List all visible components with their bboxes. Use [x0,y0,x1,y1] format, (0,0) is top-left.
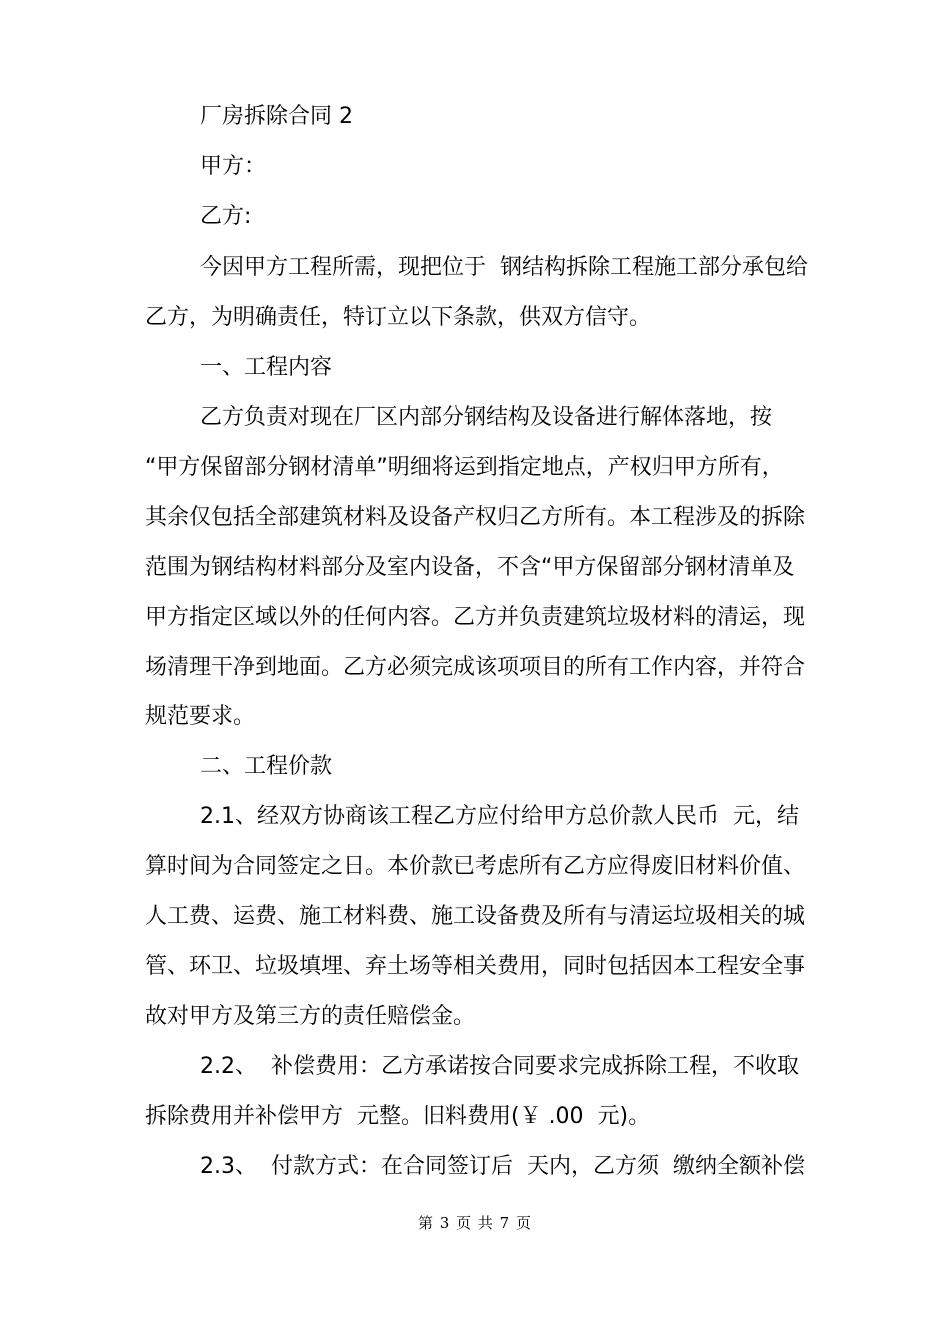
body-line: 今因甲方工程所需，现把位于 钢结构拆除工程施工部分承包给 [200,255,808,280]
body-line: 其余仅包括全部建筑材料及设备产权归乙方所有。本工程涉及的拆除 [145,505,806,530]
body-line: 管、环卫、垃圾填埋、弃土场等相关费用，同时包括因本工程安全事 [145,954,806,979]
body-line: 拆除费用并补偿甲方 元整。旧料费用(￥ .00 元)。 [145,1104,651,1129]
body-line: 2.1、经双方协商该工程乙方应付给甲方总价款人民币 元，结 [200,804,799,829]
body-line: 乙方，为明确责任，特订立以下条款，供双方信守。 [145,305,652,330]
body-line: 人工费、运费、施工材料费、施工设备费及所有与清运垃圾相关的城 [145,904,806,929]
body-line: “甲方保留部分钢材清单”明细将运到指定地点，产权归甲方所有， [145,455,784,480]
body-line: 甲方指定区域以外的任何内容。乙方并负责建筑垃圾材料的清运，现 [145,605,806,630]
section-heading: 二、工程价款 [200,754,333,779]
body-line: 范围为钢结构材料部分及室内设备，不含“甲方保留部分钢材清单及 [145,555,795,580]
body-line: 故对甲方及第三方的责任赔偿金。 [145,1004,476,1029]
body-line: 场清理干净到地面。乙方必须完成该项项目的所有工作内容，并符合 [145,655,806,680]
contract-title: 厂房拆除合同 2 [200,104,353,129]
body-line: 2.3、 付款方式：在合同签订后 天内，乙方须 缴纳全额补偿 [200,1154,805,1179]
body-line: 规范要求。 [145,704,256,729]
body-line: 算时间为合同签定之日。本价款已考虑所有乙方应得废旧材料价值、 [145,854,806,879]
body-line: 乙方负责对现在厂区内部分钢结构及设备进行解体落地，按 [200,405,773,430]
section-heading: 一、工程内容 [200,355,333,380]
page-footer: 第 3 页 共 7 页 [418,1214,532,1232]
party-a-line: 甲方： [200,154,267,179]
body-line: 2.2、 补偿费用：乙方承诺按合同要求完成拆除工程，不收取 [200,1054,799,1079]
party-b-line: 乙方: [200,204,252,229]
